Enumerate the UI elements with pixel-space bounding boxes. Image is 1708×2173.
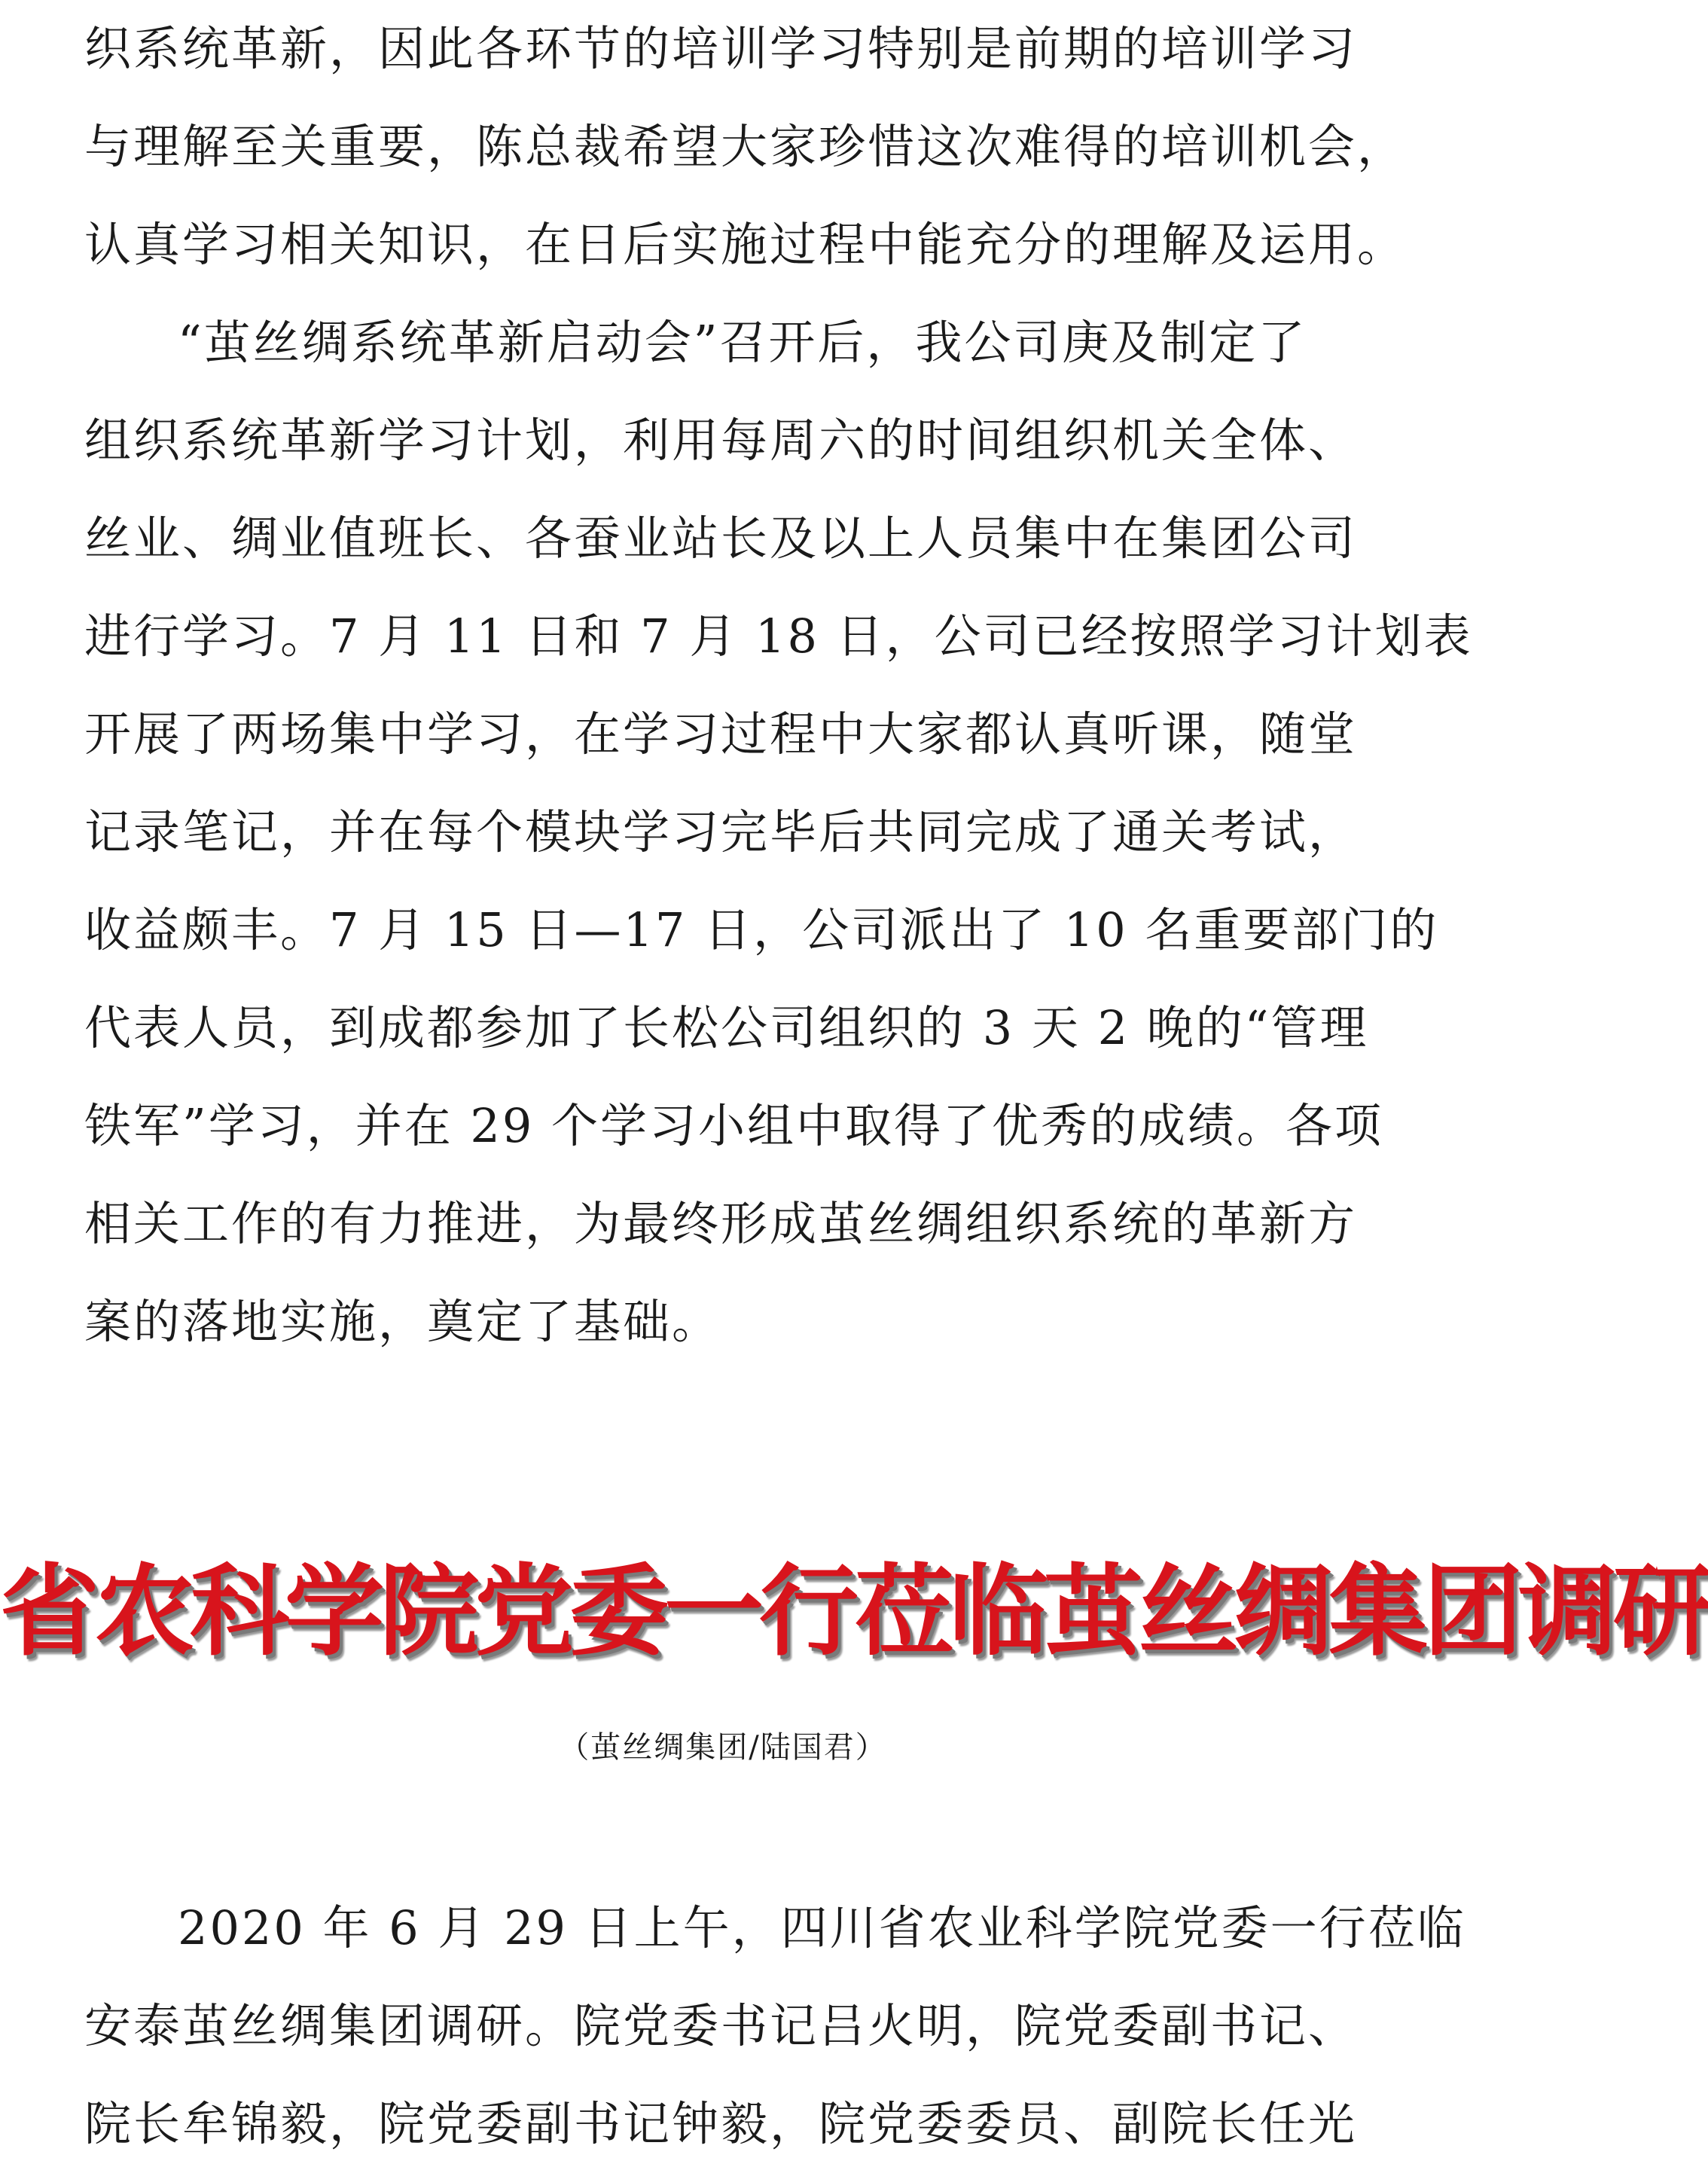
paragraph-line: 2020 年 6 月 29 日上午，四川省农业科学院党委一行莅临 <box>178 1900 1466 1955</box>
paragraph-line: 与理解至关重要，陈总裁希望大家珍惜这次难得的培训机会， <box>84 119 1407 174</box>
paragraph-line: 安泰茧丝绸集团调研。院党委书记吕火明，院党委副书记、 <box>84 1998 1358 2053</box>
article-headline: 省农科学院党委一行莅临茧丝绸集团调研 <box>0 1554 1708 1670</box>
paragraph-line: 记录笔记，并在每个模块学习完毕后共同完成了通关考试， <box>84 804 1358 859</box>
paragraph-line: 院长牟锦毅，院党委副书记钟毅，院党委委员、副院长任光 <box>84 2096 1358 2151</box>
paragraph-line: 织系统革新，因此各环节的培训学习特别是前期的培训学习 <box>84 21 1358 76</box>
article-body-top <box>84 0 1473 1371</box>
paragraph-line: 开展了两场集中学习，在学习过程中大家都认真听课，随堂 <box>84 707 1358 761</box>
paragraph-line: “茧丝绸系统革新启动会”召开后，我公司庚及制定了 <box>178 315 1307 370</box>
paragraph-line: 认真学习相关知识，在日后实施过程中能充分的理解及运用。 <box>84 217 1407 272</box>
paragraph-line: 组织系统革新学习计划，利用每周六的时间组织机关全体、 <box>84 413 1358 468</box>
paragraph-line: 进行学习。7 月 11 日和 7 月 18 日，公司已经按照学习计划表 <box>84 609 1473 664</box>
paragraph-line: 收益颇丰。7 月 15 日—17 日，公司派出了 10 名重要部门的 <box>84 902 1439 957</box>
article-body-bottom <box>84 1879 1466 2173</box>
paragraph-line: 案的落地实施，奠定了基础。 <box>84 1294 721 1349</box>
paragraph-line: 铁军”学习，并在 29 个学习小组中取得了优秀的成绩。各项 <box>84 1098 1384 1153</box>
article-byline: （茧丝绸集团/陆国君） <box>559 1730 887 1765</box>
paragraph-line: 代表人员，到成都参加了长松公司组织的 3 天 2 晚的“管理 <box>84 1000 1369 1055</box>
paragraph-line: 丝业、绸业值班长、各蚕业站长及以上人员集中在集团公司 <box>84 511 1358 566</box>
paragraph-line: 相关工作的有力推进，为最终形成茧丝绸组织系统的革新方 <box>84 1196 1358 1251</box>
